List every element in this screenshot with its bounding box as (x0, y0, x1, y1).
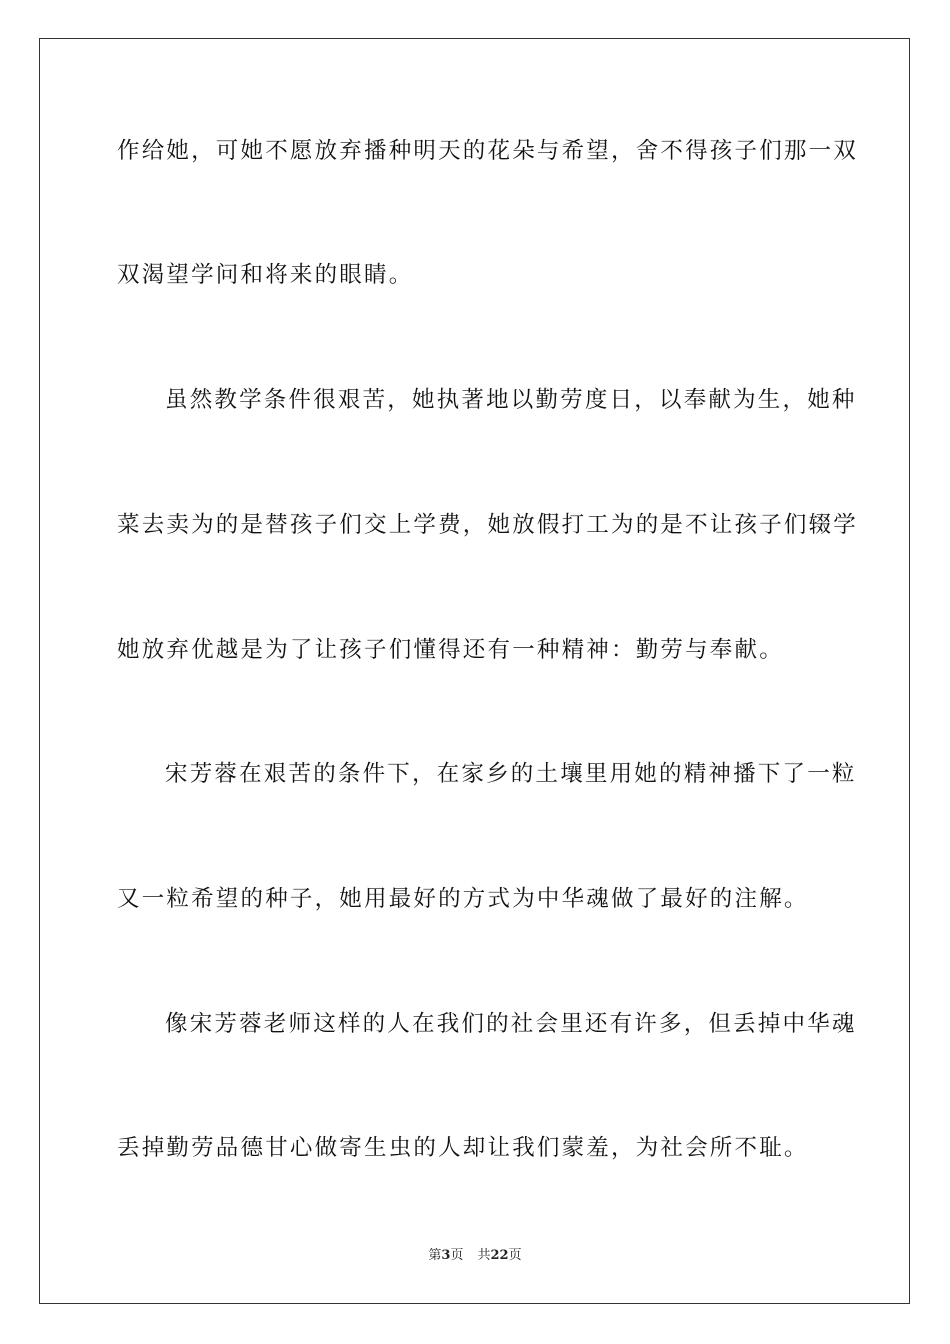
text-line: 丢掉勤劳品德甘心做寄生虫的人却让我们蒙羞，为社会所不耻。 (117, 1135, 809, 1161)
total-prefix: 共 (477, 1248, 491, 1263)
page-total: 22 (490, 1248, 509, 1263)
text-line: 作给她，可她不愿放弃播种明天的花朵与希望，舍不得孩子们那一双 (117, 138, 859, 164)
text-line: 双渴望学问和将来的眼睛。 (117, 262, 414, 288)
page-frame (39, 38, 910, 1304)
total-suffix: 页 (508, 1248, 522, 1263)
page-current: 3 (441, 1248, 451, 1263)
text-line: 她放弃优越是为了让孩子们懂得还有一种精神：勤劳与奉献。 (117, 637, 784, 663)
page-prefix: 第 (428, 1248, 442, 1263)
text-line: 菜去卖为的是替孩子们交上学费，她放假打工为的是不让孩子们辍学 (117, 512, 859, 538)
paragraph-first-line: 宋芳蓉在艰苦的条件下，在家乡的土壤里用她的精神播下了一粒 (165, 761, 857, 787)
paragraph-first-line: 像宋芳蓉老师这样的人在我们的社会里还有许多，但丢掉中华魂 (165, 1011, 857, 1037)
text-line: 又一粒希望的种子，她用最好的方式为中华魂做了最好的注解。 (117, 886, 809, 912)
page-footer (0, 1248, 950, 1264)
paragraph-first-line: 虽然教学条件很艰苦，她执著地以勤劳度日，以奉献为生，她种 (165, 387, 857, 413)
page-suffix: 页 (450, 1248, 464, 1263)
